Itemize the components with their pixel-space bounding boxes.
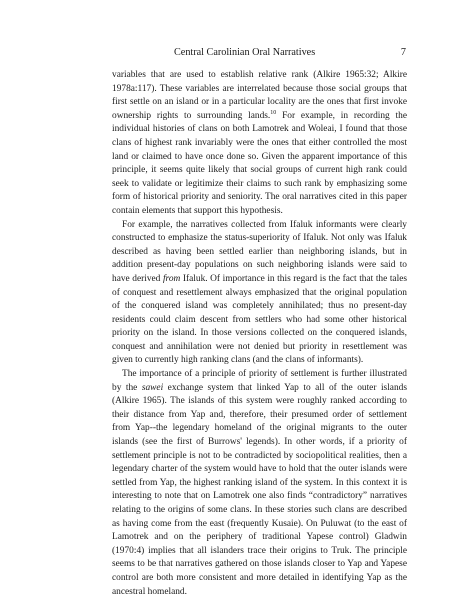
paragraph-2: [112, 219, 407, 369]
paragraph-1-text-continued: For example, in recording the individual histories of clans on both Lamotrek and Woleai, I found that those clans of highest rank invariably were the ones that either controlled the most land or claimed to have once done so. Given the apparent importance of this principle, it seems quite likely that social groups of current high rank could seek to validate or legitimize their claims to such rank by emphasizing some form of historical priority and seniority. The oral narratives cited in this paper contain elements that support this hypothesis.: [112, 110, 407, 216]
paragraph-2-text-continued: Ifaluk. Of importance in this regard is the fact that the tales of conquest and resettlement always emphasized that the original population of the conquered island was completely annihilated; thus no present-day residents could claim descent from settlers who had some other historical priority on the island. In those versions collected on the conquered islands, conquest and annihilation were not denied but priority in resettlement was given to currently high ranking clans (and the clans of informants).: [112, 273, 408, 366]
italic-term: sawei: [141, 382, 164, 393]
paragraph-1: [112, 69, 407, 219]
running-title: Central Carolinian Oral Narratives: [174, 47, 316, 58]
page-header: [116, 47, 406, 61]
paragraph-3: [112, 368, 407, 599]
paragraph-3-text: The importance of a principle of priority of settlement is further illustrated by the: [112, 369, 407, 393]
italic-emphasis: from: [162, 273, 181, 284]
page-number: 7: [400, 47, 406, 58]
footnote-reference: 10: [270, 109, 277, 116]
paragraph-3-text-continued: exchange system that linked Yap to all of the outer islands (Alkire 1965). The islands of this system were roughly ranked according to their distance from Yap and, therefore, their presumed order of settlement from Yap--the legendary homeland of the original migrants to the outer islands (see the first of Burrows' legends). In other words, if a priority of settlement principle is not to be contradicted by sociopolitical realities, then a legendary charter of the system would have to hold that the outer islands were settled from Yap, the highest ranking island of the system. In this context it is interesting to note that on Lamotrek one also finds “contradictory” narratives relating to the origins of some clans. In these stories such clans are described as having come from the east (frequently Kusaie). On Puluwat (to the east of Lamotrek and on the periphery of traditional Yapese control) Gladwin (1970:4) implies that all islanders trace their origins to Truk. The principle seems to be that narratives gathered on those islands closer to Yap and Yapese control are both more consistent and more detailed in identifying Yap as the ancestral homeland.: [112, 382, 407, 597]
paragraph-2-text: For example, the narratives collected from Ifaluk informants were clearly constructed to emphasize the status-superiority of Ifaluk. Not only was Ifaluk described as having been settled earlier than neighboring islands, but in addition present-day populations on such neighboring islands were said to have derived: [112, 219, 407, 284]
body-text: [112, 69, 407, 599]
paragraph-1-text: variables that are used to establish relative rank (Alkire 1965:32; Alkire 1978a:117). These variables are interrelated because those social groups that first settle on an island or in a particular locality are the ones that first invoke ownership rights to surrounding lands.: [112, 70, 407, 121]
